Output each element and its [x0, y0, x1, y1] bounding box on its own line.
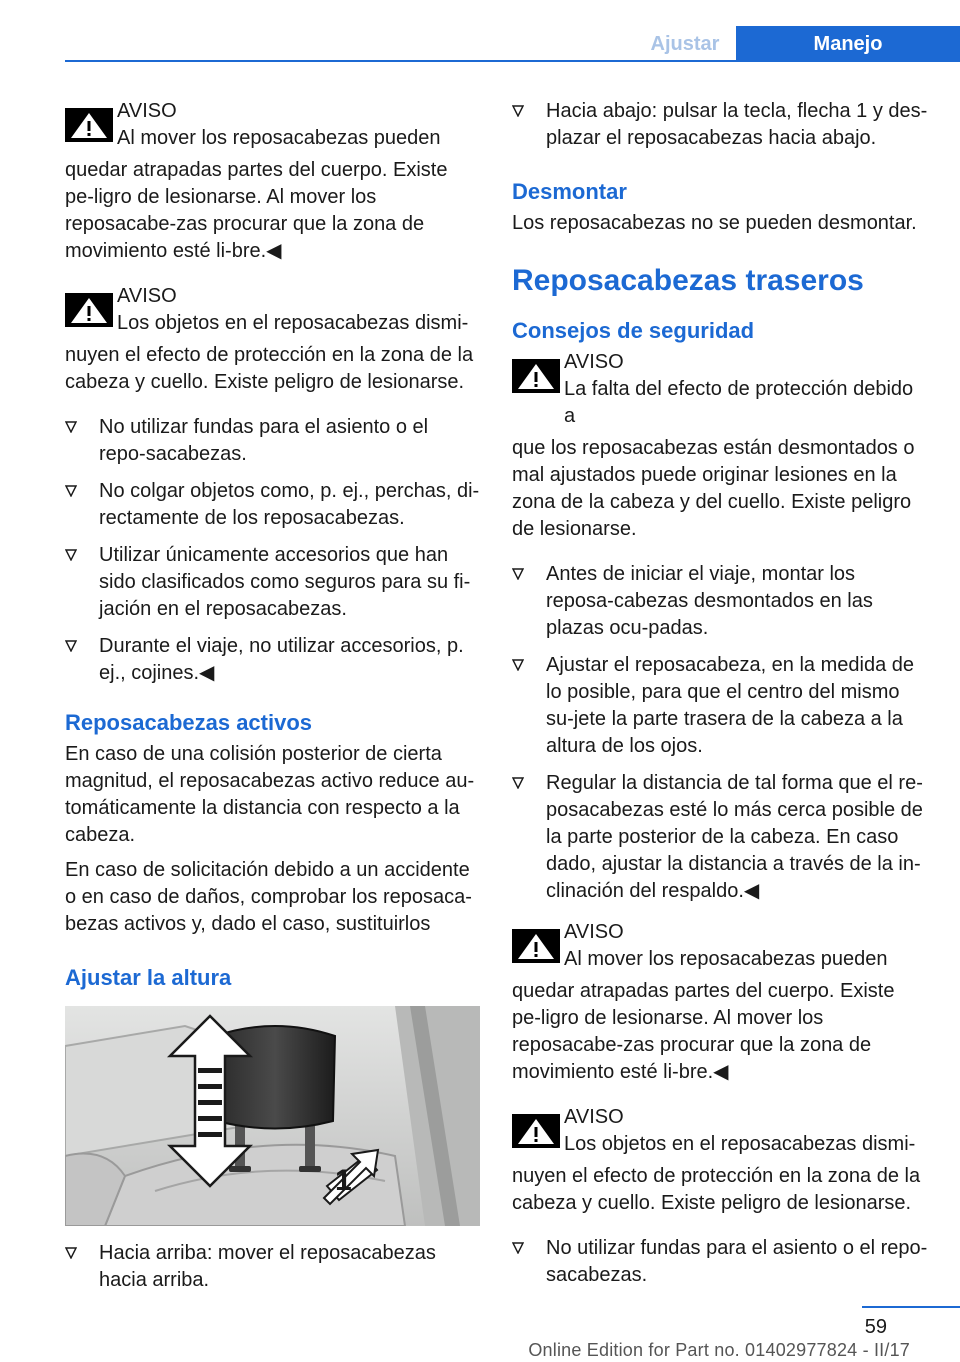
- list-item-text: Hacia abajo: pulsar la tecla, flecha 1 y des-plazar el reposacabezas hacia abajo.: [546, 100, 928, 149]
- list-item-text: No colgar objetos como, p. ej., perchas, di-rectamente de los reposacabezas.: [99, 480, 480, 529]
- list-item: [65, 478, 480, 532]
- list-item: [512, 652, 928, 760]
- list-item-text: No utilizar fundas para el asiento o el repo-sacabezas.: [99, 416, 429, 465]
- warning-text: nuyen el efecto de protección en la zona de la cabeza y cuello. Existe peligro de lesionarse.: [512, 1165, 921, 1214]
- warning-block: [65, 283, 480, 396]
- warning-title: AVISO: [117, 100, 177, 122]
- triangle-bullet-icon: [512, 568, 524, 580]
- section-heading: Desmontar: [512, 179, 627, 204]
- list-item-text: No utilizar fundas para el asiento o el repo-sacabezas.: [546, 1237, 928, 1286]
- triangle-bullet-icon: [65, 1247, 77, 1259]
- triangle-bullet-icon: [512, 777, 524, 789]
- paragraph: En caso de solicitación debido a un accidente o en caso de daños, comprobar los reposaca-bezas activos y, dado el caso, sustituirlos: [65, 859, 472, 935]
- list-item: [65, 414, 480, 468]
- warning-icon: [512, 1114, 560, 1148]
- list-item-text: Antes de iniciar el viaje, montar los reposa-cabezas desmontados en las plazas ocu-padas.: [546, 563, 873, 639]
- warning-icon: [65, 108, 113, 142]
- triangle-bullet-icon: [65, 421, 77, 433]
- warning-block: [512, 1104, 928, 1217]
- warning-text: que los reposacabezas están desmontados o mal ajustados puede originar lesiones en la zona de la cabeza y del cuello. Existe peligro de lesionarse.: [512, 437, 915, 540]
- bullet-list: [512, 98, 928, 152]
- tab-ajustar[interactable]: Ajustar: [650, 33, 720, 55]
- list-item: [512, 1235, 928, 1289]
- list-item: [65, 1240, 480, 1294]
- warning-text: Al mover los reposacabezas pueden: [117, 127, 441, 149]
- warning-block: [512, 349, 928, 543]
- headrest-illustration: [65, 1006, 480, 1226]
- list-item: [65, 542, 480, 623]
- bullet-list: [512, 561, 928, 905]
- tab-manejo[interactable]: Manejo: [736, 26, 960, 62]
- page-header: [0, 0, 960, 62]
- warning-title: AVISO: [564, 921, 624, 943]
- bullet-list: [65, 414, 480, 687]
- edition-text: Online Edition for Part no. 01402977824 - II/17: [528, 1340, 910, 1360]
- list-item-text: Ajustar el reposacabeza, en la medida de lo posible, para que el centro del mismo su-jete la parte trasera de la cabeza a la altura de los ojos.: [546, 654, 915, 757]
- left-column: [65, 98, 480, 1308]
- section-heading: Reposacabezas activos: [65, 710, 313, 735]
- warning-text: Los objetos en el reposacabezas dismi-: [564, 1133, 916, 1155]
- bullet-list: [65, 1240, 480, 1294]
- triangle-bullet-icon: [512, 659, 524, 671]
- paragraph: Los reposacabezas no se pueden desmontar.: [512, 212, 917, 234]
- warning-text: nuyen el efecto de protección en la zona de la cabeza y cuello. Existe peligro de lesionarse.: [65, 344, 474, 393]
- warning-text: Los objetos en el reposacabezas dismi-: [117, 312, 469, 334]
- warning-text: quedar atrapadas partes del cuerpo. Existe pe-ligro de lesionarse. Al mover los reposacabe-zas procurar que la zona de movimiento esté li-bre.◀: [512, 980, 895, 1083]
- triangle-bullet-icon: [65, 549, 77, 561]
- warning-text: Al mover los reposacabezas pueden: [564, 948, 888, 970]
- section-heading: Ajustar la altura: [65, 965, 232, 990]
- chapter-heading: Reposacabezas traseros: [512, 264, 864, 297]
- list-item-text: Regular la distancia de tal forma que el re-posacabezas esté lo más cerca posible de la parte posterior de la cabeza. En caso dado, ajustar la distancia a través de la in-clinación del respaldo.◀: [546, 772, 923, 902]
- header-rule: [65, 60, 960, 62]
- list-item-text: Utilizar únicamente accesorios que han sido clasificados como seguros para su fi-jación en el reposacabezas.: [99, 544, 471, 620]
- section-heading: Consejos de seguridad: [512, 318, 755, 343]
- warning-text: quedar atrapadas partes del cuerpo. Existe pe-ligro de lesionarse. Al mover los reposacabe-zas procurar que la zona de movimiento esté li-bre.◀: [65, 159, 448, 262]
- triangle-bullet-icon: [512, 105, 524, 117]
- triangle-bullet-icon: [65, 485, 77, 497]
- warning-title: AVISO: [117, 285, 177, 307]
- warning-block: [512, 919, 928, 1086]
- bullet-list: [512, 1235, 928, 1289]
- warning-block: [65, 98, 480, 265]
- list-item-text: Durante el viaje, no utilizar accesorios, p. ej., cojines.◀: [99, 635, 464, 684]
- warning-icon: [512, 929, 560, 963]
- list-item: [65, 633, 480, 687]
- page-number: 59: [864, 1316, 887, 1338]
- warning-icon: [512, 359, 560, 393]
- list-item: [512, 770, 928, 905]
- warning-title: AVISO: [564, 1106, 624, 1128]
- warning-text: La falta del efecto de protección debido a: [564, 378, 914, 427]
- list-item-text: Hacia arriba: mover el reposacabezas hacia arriba.: [99, 1242, 436, 1291]
- list-item: [512, 98, 928, 152]
- right-column: [512, 98, 928, 1303]
- warning-title: AVISO: [564, 351, 624, 373]
- triangle-bullet-icon: [512, 1242, 524, 1254]
- triangle-bullet-icon: [65, 640, 77, 652]
- figure-label: 1: [335, 1164, 352, 1197]
- warning-icon: [65, 293, 113, 327]
- paragraph: En caso de una colisión posterior de cierta magnitud, el reposacabezas activo reduce au-tomáticamente la distancia con respecto a la cabeza.: [65, 743, 475, 846]
- footer-rule: [862, 1306, 960, 1308]
- list-item: [512, 561, 928, 642]
- headrest-drawing: [65, 1006, 480, 1226]
